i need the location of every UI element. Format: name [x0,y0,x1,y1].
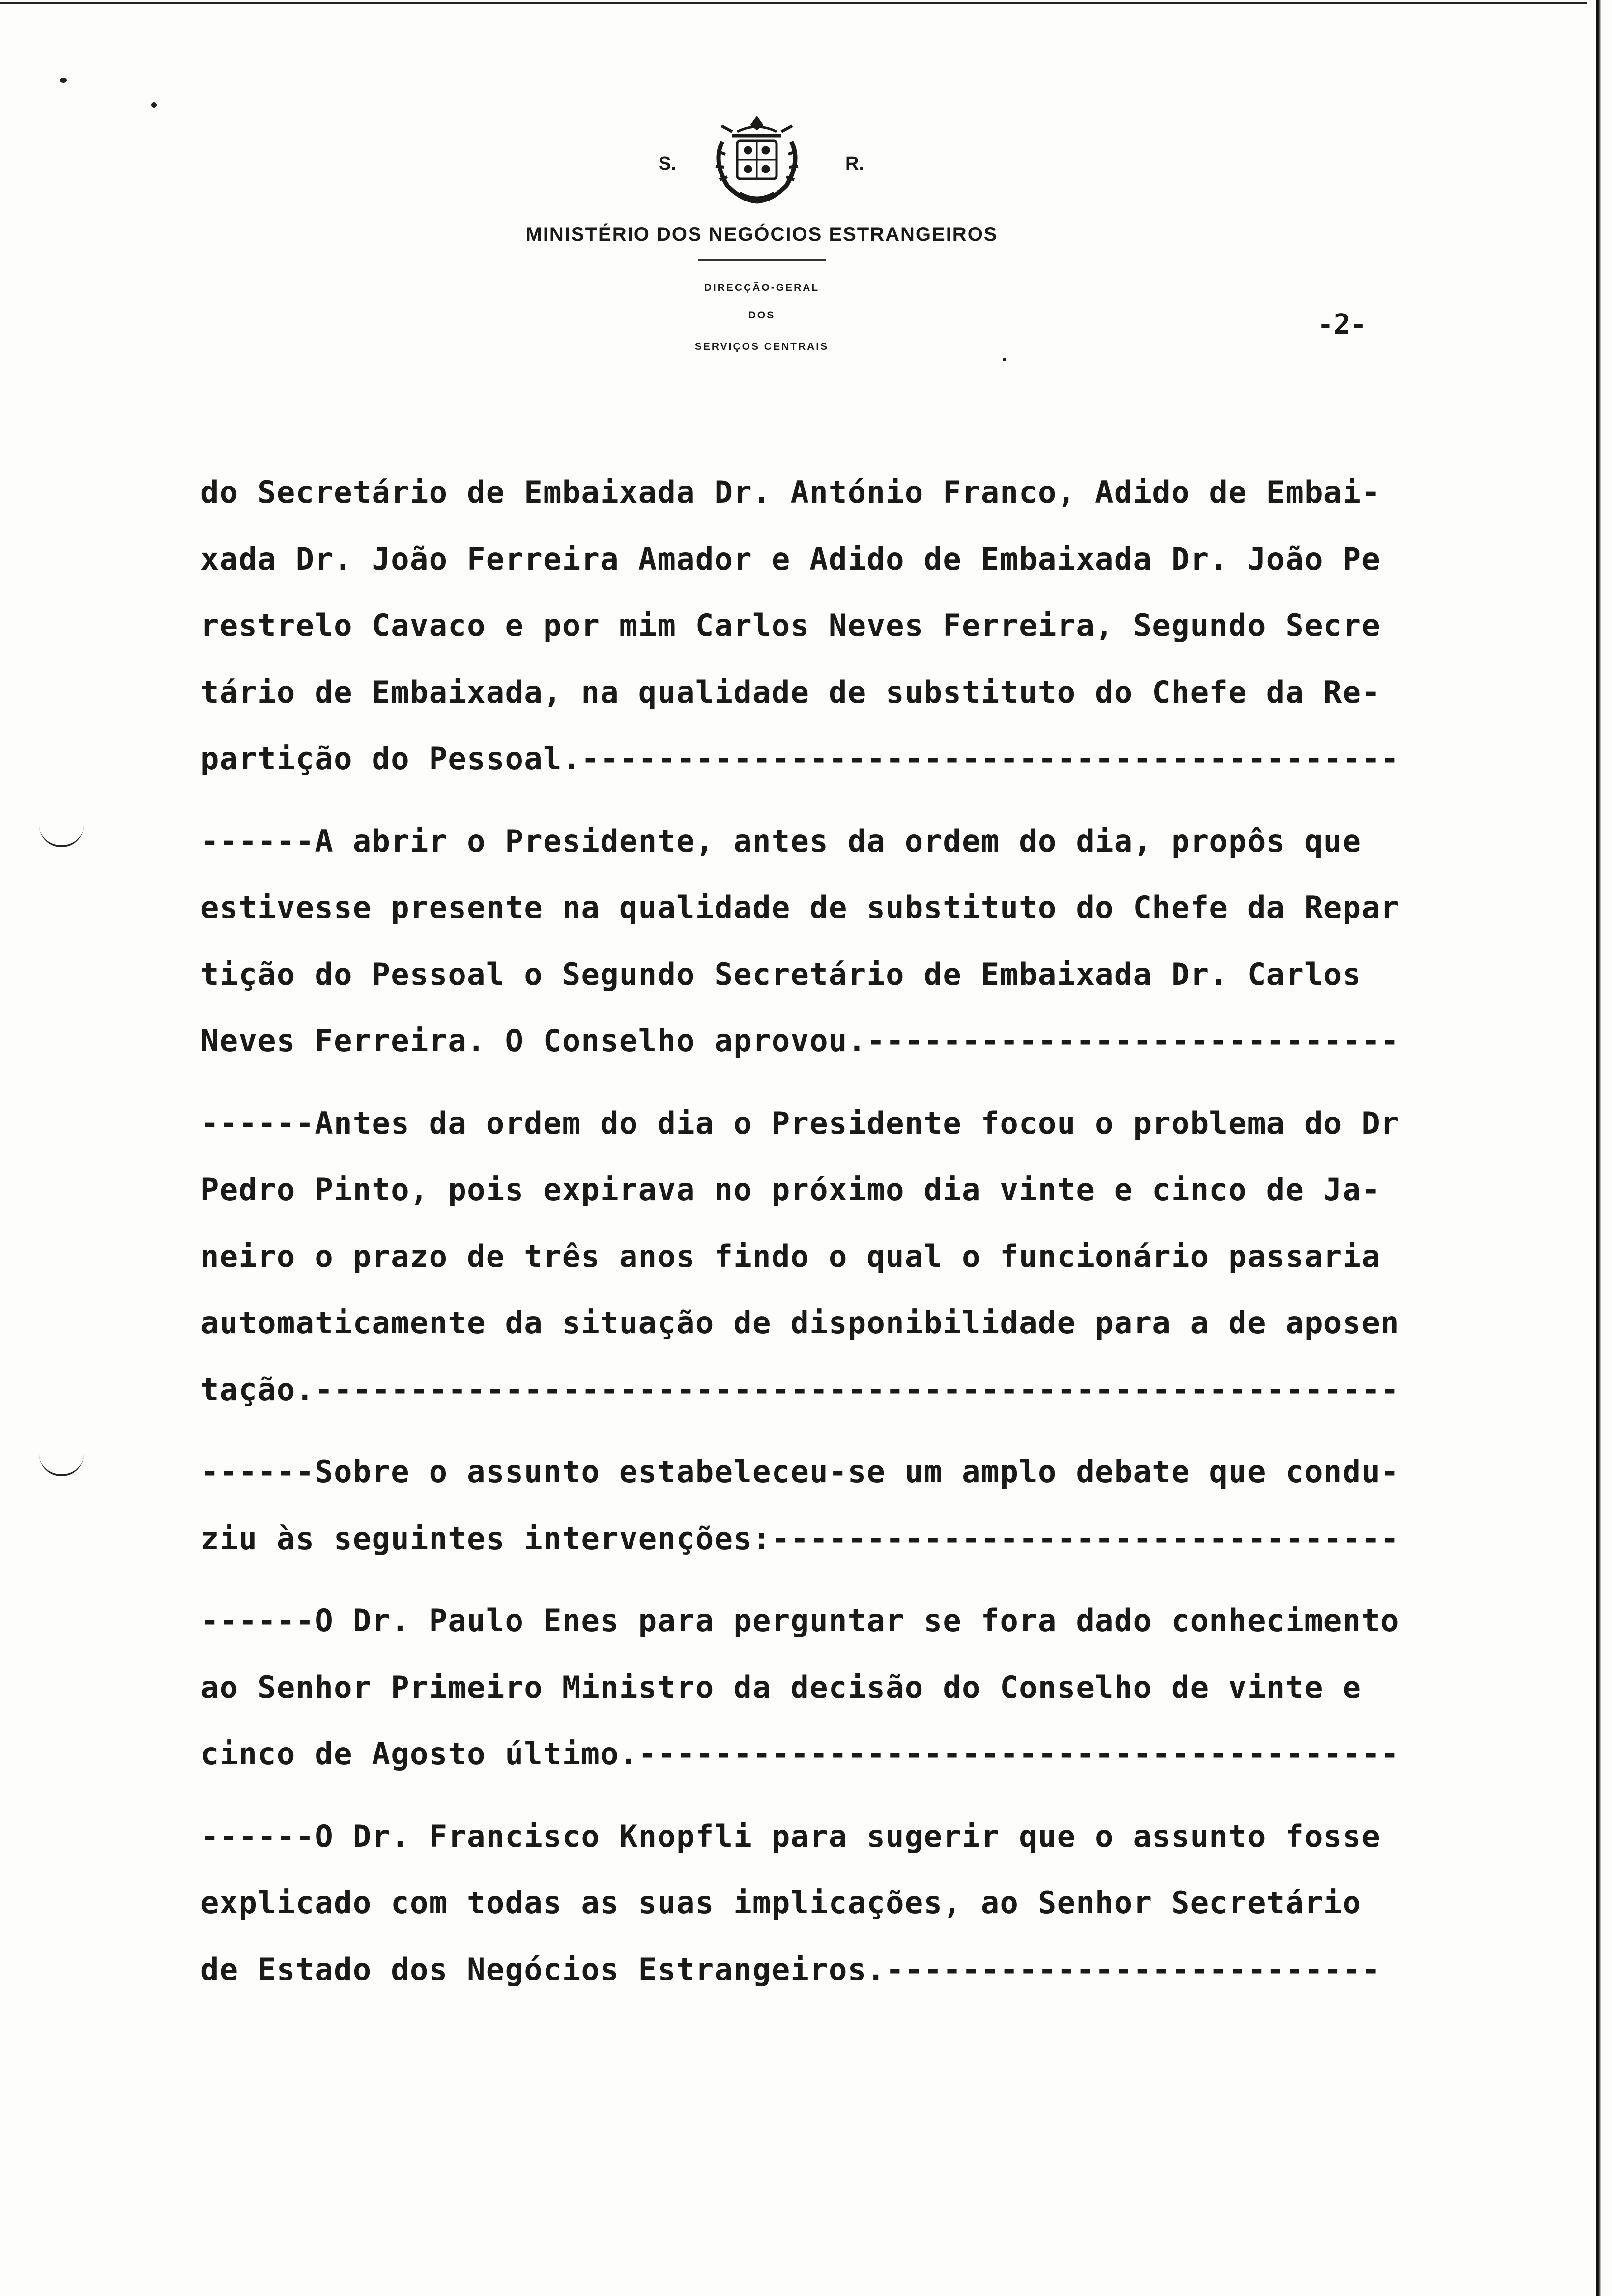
page-number: -2- [1317,309,1367,341]
text-line: ------O Dr. Paulo Enes para perguntar se fora dado conhecimento [201,1603,1400,1638]
text-line: partição do Pessoal.------------------------------------------- [201,741,1400,776]
ink-speck [1003,358,1006,361]
text-line: xada Dr. João Ferreira Amador e Adido de Embaixada Dr. João Pe [201,541,1381,577]
coat-of-arms-icon [703,112,811,210]
paragraph [201,823,1488,1092]
text-line: explicado com todas as suas implicações, ao Senhor Secretário [201,1885,1362,1921]
ministry-title: MINISTÉRIO DOS NEGÓCIOS ESTRANGEIROS [525,224,998,245]
text-line: cinco de Agosto último.---------------------------------------- [201,1736,1400,1772]
text-line: tição do Pessoal o Segundo Secretário de Embaixada Dr. Carlos [201,956,1362,992]
text-line: restrelo Cavaco e por mim Carlos Neves Ferreira, Segundo Secre [201,607,1381,643]
text-line: automaticamente da situação de disponibilidade para a de aposen [201,1305,1400,1341]
document-body [201,474,1488,2020]
paragraph [201,1456,1488,1589]
paragraph [201,1605,1488,1805]
text-line: Neves Ferreira. O Conselho aprovou.---------------------------- [201,1023,1400,1059]
text-line: tário de Embaixada, na qualidade de substituto do Chefe da Re- [201,674,1381,710]
text-line: estivesse presente na qualidade de substituto do Chefe da Repar [201,890,1400,925]
text-line: tação.--------------------------------------------------------- [201,1371,1400,1407]
top-border-line [0,2,1587,4]
ink-speck [151,102,157,108]
header-letter-right: R. [845,153,864,174]
paragraph [201,474,1488,810]
direction-line-3: SERVIÇOS CENTRAIS [694,341,829,352]
ink-speck [60,78,67,83]
direction-line-2: DOS [748,310,776,321]
text-line: ao Senhor Primeiro Ministro da decisão do Conselho de vinte e [201,1669,1362,1705]
text-line: de Estado dos Negócios Estrangeiros.-------------------------- [201,1951,1381,1987]
text-line: ------Sobre o assunto estabeleceu-se um amplo debate que condu- [201,1454,1400,1490]
text-line: ------Antes da ordem do dia o Presidente focou o problema do Dr [201,1105,1400,1141]
direction-line-1: DIRECÇÃO-GERAL [704,282,820,293]
margin-mark [39,1455,84,1476]
text-line: ziu às seguintes intervenções:--------------------------------- [201,1520,1400,1556]
margin-mark [39,826,84,847]
text-line: ------O Dr. Francisco Knopfli para sugerir que o assunto fosse [201,1818,1381,1854]
right-border-line [1596,0,1601,2296]
text-line: ------A abrir o Presidente, antes da ordem do dia, propôs que [201,823,1362,859]
text-line: neiro o prazo de três anos findo o qual o funcionário passaria [201,1238,1381,1274]
paragraph [201,1818,1488,2021]
header-letter-left: S. [659,153,676,174]
text-line: Pedro Pinto, pois expirava no próximo dia vinte e cinco de Ja- [201,1172,1381,1207]
ministry-underline [698,259,826,261]
text-line: do Secretário de Embaixada Dr. António Franco, Adido de Embai- [201,474,1381,510]
paragraph [201,1105,1488,1441]
